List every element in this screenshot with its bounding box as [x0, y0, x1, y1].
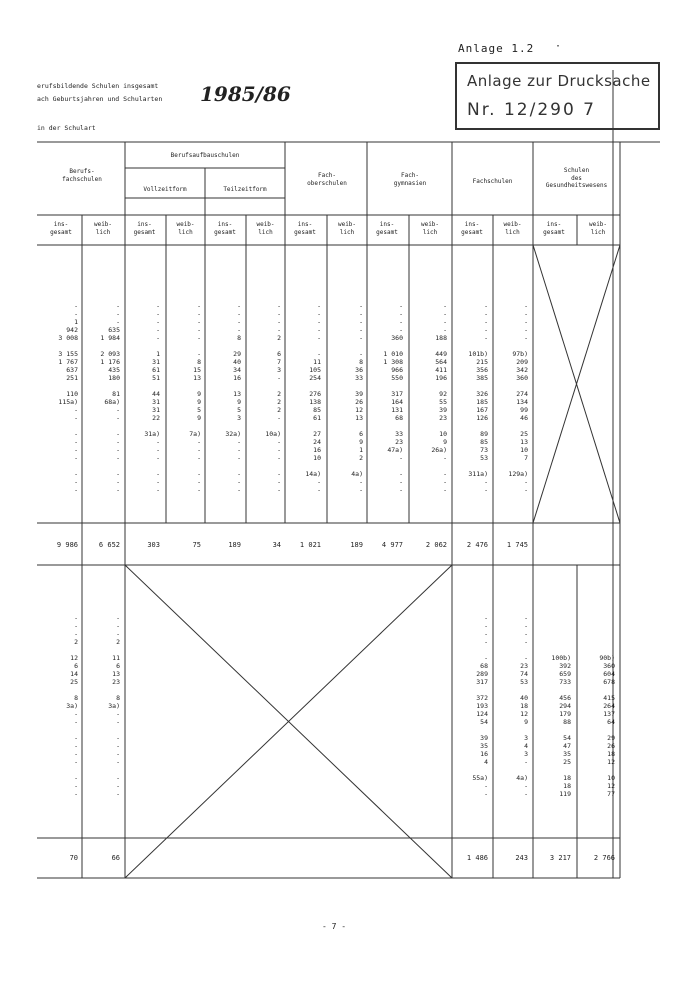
section2-col-0: - - - 2 12 6 14 25 8 3a) - - - - - - - - - — [66, 614, 78, 798]
head-fachgymnasien: Fach- gymnasien — [393, 172, 427, 187]
anlage-label: Anlage 1.2 — [458, 42, 535, 55]
section1-col-11: - - - - - 97b) 209 342 360 274 134 99 46 25 13 10 7 129a) - - — [508, 302, 528, 494]
section1-col-5: - - - - 2 6 7 3 - 2 2 2 - 10a) - - - - - - — [265, 302, 281, 494]
subhead-insgesamt-10: ins- gesamt — [461, 221, 483, 236]
section1-total-1: 6 652 — [98, 541, 120, 549]
head-teilzeitform: Teilzeitform — [223, 186, 267, 193]
subhead-weiblich-9: weib- lich — [420, 221, 440, 236]
section2-total-0: 70 — [69, 854, 78, 862]
table-title-line2: ach Geburtsjahren und Schularten — [37, 95, 163, 103]
section1-col-7: - - - - - - 8 36 33 39 26 12 13 6 9 1 2 4a) - - — [351, 302, 363, 494]
section2-total-5: 2 766 — [593, 854, 615, 862]
dot-mark: · — [555, 41, 562, 52]
subhead-weiblich-3: weib- lich — [176, 221, 195, 236]
section2-col-13: 90b) 360 604 678 415 264 137 64 29 26 18 12 10 12 77 — [599, 654, 615, 798]
head-berufsfachschulen: Berufs- fachschulen — [62, 168, 102, 183]
section2-total-1: 66 — [111, 854, 120, 862]
subhead-insgesamt-0: ins- gesamt — [50, 221, 72, 236]
table-subtitle: in der Schulart — [37, 124, 96, 132]
subhead-insgesamt-2: ins- gesamt — [133, 221, 156, 236]
handwritten-year: 1985/86 — [200, 82, 291, 106]
section1-total-8: 4 977 — [381, 541, 403, 549]
section1-col-9: - - - - 188 449 564 411 196 92 55 39 23 10 9 26a) - - - - — [431, 302, 447, 494]
page-number: - 7 - — [322, 922, 347, 931]
subhead-insgesamt-6: ins- gesamt — [294, 221, 316, 236]
subhead-weiblich-5: weib- lich — [256, 221, 275, 236]
head-vollzeitform: Vollzeitform — [143, 186, 187, 193]
section2-total-2: 1 486 — [466, 854, 488, 862]
section1-total-5: 34 — [272, 541, 281, 549]
subhead-weiblich-11: weib- lich — [503, 221, 522, 236]
section1-col-4: - - - - 8 29 40 34 16 13 9 5 3 32a) - - - - - - — [225, 302, 241, 494]
section1-total-11: 1 745 — [506, 541, 528, 549]
section2-total-4: 3 217 — [549, 854, 571, 862]
section1-col-3: - - - - - - 8 15 13 9 9 5 9 7a) - - - - - - — [189, 302, 201, 494]
section2-col-11: - - - - - 23 74 53 40 18 12 9 3 4 3 - 4a) - - — [516, 614, 528, 798]
section1-total-6: 1 021 — [299, 541, 321, 549]
subhead-insgesamt-8: ins- gesamt — [376, 221, 398, 236]
section1-total-7: 189 — [350, 541, 363, 549]
section1-col-6: - - - - - - 11 105 254 276 138 85 61 27 24 16 10 14a) - - — [305, 302, 321, 494]
head-gesundheitswesen: Schulen des Gesundheitswesens — [545, 167, 608, 189]
section1-total-2: 303 — [147, 541, 160, 549]
section1-col-0: - - 1 942 3 008 3 155 1 767 637 251 110 115a) - - - - - - - - - — [58, 302, 78, 494]
table-title-line1: erufsbildende Schulen insgesamt — [37, 82, 159, 90]
section2-col-10: - - - - - 68 289 317 372 193 124 54 39 35 16 4 55a) - - — [472, 614, 488, 798]
section2-col-12: 100b) 392 659 733 456 294 179 88 54 47 35 25 18 18 119 — [551, 654, 571, 798]
subhead-weiblich-7: weib- lich — [337, 221, 357, 236]
subhead-insgesamt-4: ins- gesamt — [214, 221, 236, 236]
subhead-weiblich-1: weib- lich — [93, 221, 113, 236]
head-berufsaufbauschulen: Berufsaufbauschulen — [170, 152, 240, 159]
section1-col-10: - - - - - 101b) 215 356 385 326 185 167 126 89 85 73 53 311a) - - — [468, 302, 488, 494]
section1-total-0: 9 986 — [56, 541, 78, 549]
stamp-title: Anlage zur Drucksache — [467, 72, 651, 90]
section2-col-1: - - - 2 11 6 13 23 8 3a) - - - - - - - - - — [108, 614, 120, 798]
head-fachoberschulen: Fach- oberschulen — [307, 172, 347, 187]
section1-total-4: 189 — [228, 541, 241, 549]
section1-total-9: 2 062 — [425, 541, 447, 549]
section1-total-3: 75 — [192, 541, 201, 549]
subhead-insgesamt-12: ins- gesamt — [543, 221, 565, 236]
subhead-weiblich-13: weib- lich — [588, 221, 608, 236]
head-fachschulen: Fachschulen — [472, 178, 513, 185]
section1-col-2: - - - - - 1 31 61 51 44 31 31 22 31a) - - - - - - — [144, 302, 160, 494]
section1-col-1: - - - 635 1 984 2 093 1 176 435 180 81 68a) - - - - - - - - - — [100, 302, 120, 494]
section2-total-3: 243 — [515, 854, 528, 862]
stamp-number: Nr. 12/290 7 — [467, 100, 596, 120]
section1-col-8: - - - - 360 1 010 1 308 966 550 317 164 131 68 33 23 47a) - - - - — [383, 302, 403, 494]
section1-total-10: 2 476 — [466, 541, 488, 549]
